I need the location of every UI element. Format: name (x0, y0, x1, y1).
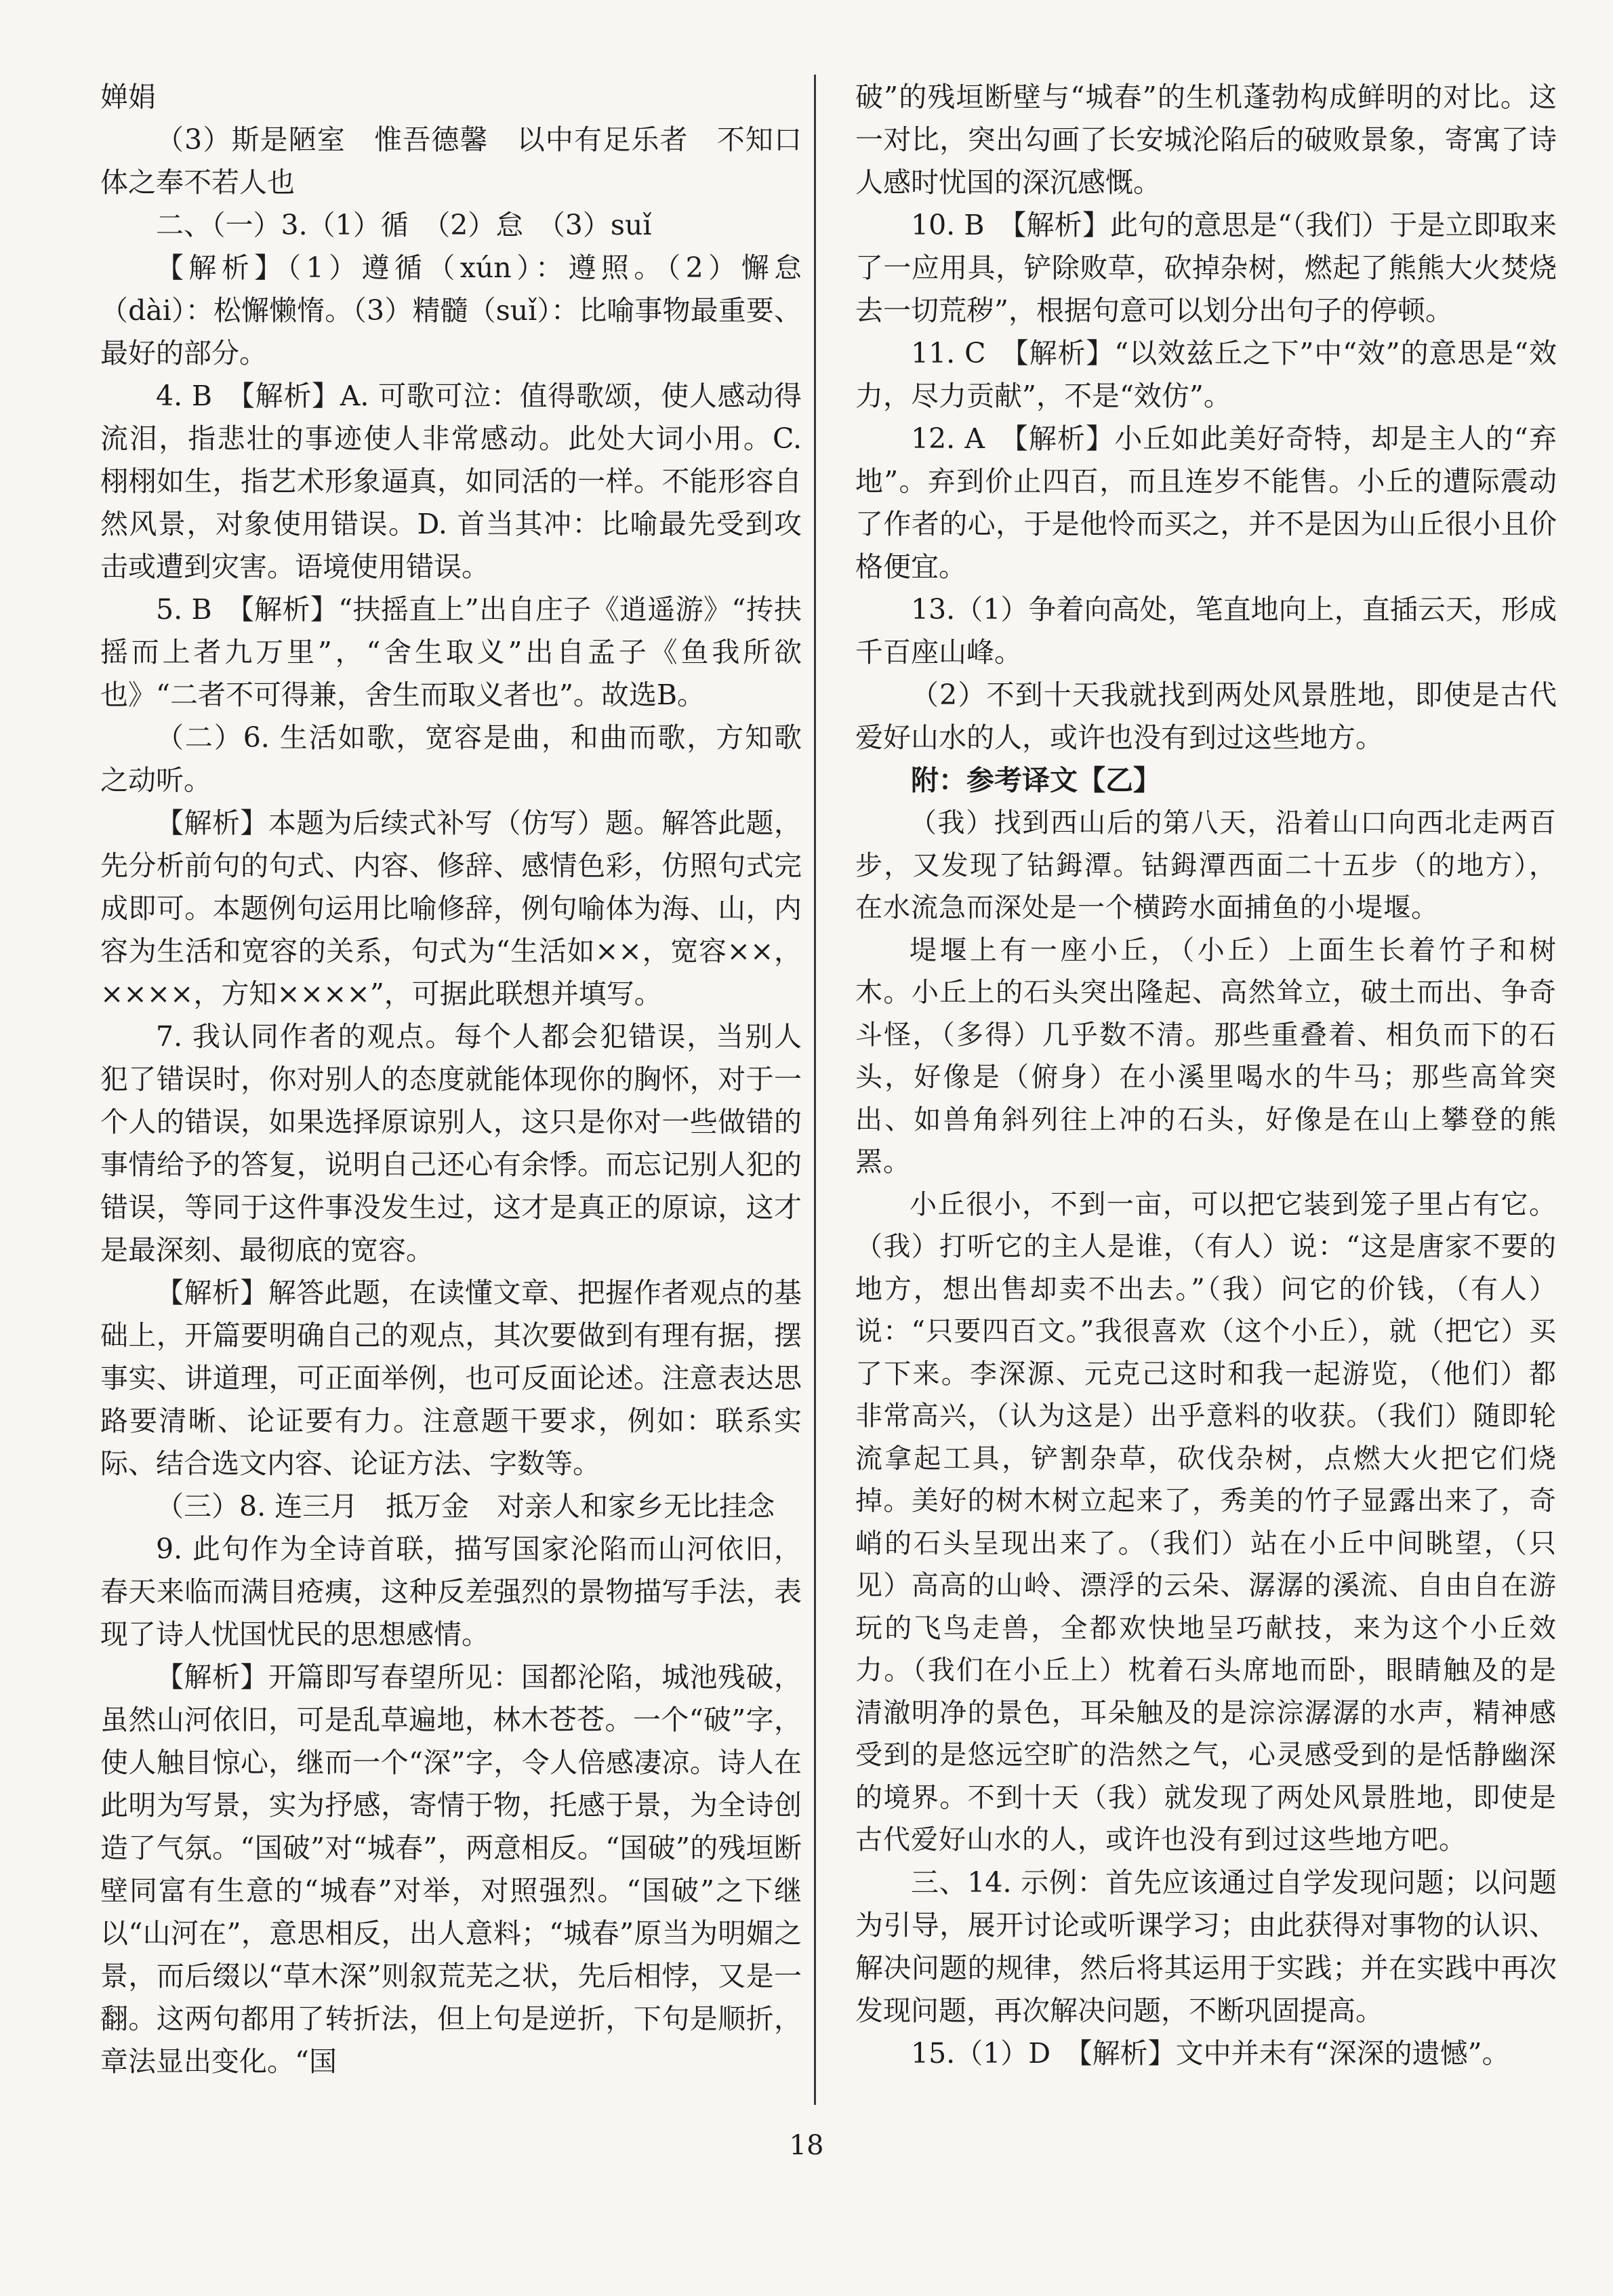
right-para-3: 11. C 【解析】“以效兹丘之下”中“效”的意思是“效力，尽力贡献”，不是“效仿”。 (855, 337, 1557, 412)
left-para-4: 【解析】（1）遵循（xún）：遵照。（2）懈怠（dài）：松懈懒惰。（3）精髓（suǐ）：比喻事物最重要、最好的部分。 (100, 251, 802, 369)
left-para-6: 5. B 【解析】“扶摇直上”出自庄子《逍遥游》“抟扶摇而上者九万里”，“舍生取义”出自孟子《鱼我所欲也》“二者不可得兼，舍生而取义者也”。故选B。 (100, 593, 802, 711)
right-para-8: 15.（1）D 【解析】文中并未有“深深的遗憾”。 (911, 2036, 1510, 2070)
left-para-10: 【解析】解答此题，在读懂文章、把握作者观点的基础上，开篇要明确自己的观点，其次要做到有理有据，摆事实、讲道理，可正面举例，也可反面论述。注意表达思路要清晰、论证要有力。注意题干要求，例如：联系实际、结合选文内容、论证方法、字数等。 (100, 1276, 802, 1480)
left-para-1: 婵娟 (100, 81, 156, 113)
left-para-3: 二、（一）3.（1）循 （2）怠 （3）suǐ (156, 209, 652, 241)
left-para-13: 【解析】开篇即写春望所见：国都沦陷，城池残破，虽然山河依旧，可是乱草遍地，林木苍苍。一个“破”字，使人触目惊心，继而一个“深”字，令人倍感凄凉。诗人在此明为写景，实为抒感，寄情于物，托感于景，为全诗创造了气氛。“国破”对“城春”，两意相反。“国破”的残垣断壁同富有生意的“城春”对举，对照强烈。“国破”之下继以“山河在”，意思相反，出人意料；“城春”原当为明媚之景，而后缀以“草木深”则叙荒芜之状，先后相悖，又是一翻。这两句都用了转折法，但上句是逆折，下句是顺折，章法显出变化。“国 (100, 1661, 802, 2078)
left-para-5: 4. B 【解析】A. 可歌可泣：值得歌颂，使人感动得流泪，指悲壮的事迹使人非常感动。此处大词小用。C. 栩栩如生，指艺术形象逼真，如同活的一样。不能形容自然风景，对象使用错误。D. 首当其冲：比喻最先受到攻击或遭到灾害。语境使用错误。 (100, 380, 802, 583)
left-para-11: （三）8. 连三月 抵万金 对亲人和家乡无比挂念 (156, 1490, 775, 1523)
right-para-4: 12. A 【解析】小丘如此美好奇特，却是主人的“弃地”。弃到价止四百，而且连岁不能售。小丘的遭际震动了作者的心，于是他怜而买之，并不是因为山丘很小且价格便宜。 (855, 422, 1557, 583)
right-para-2: 10. B 【解析】此句的意思是“（我们）于是立即取来了一应用具，铲除败草，砍掉杂树，燃起了熊熊大火焚烧去一切荒秽”，根据句意可以划分出句子的停顿。 (855, 209, 1557, 327)
left-para-9: 7. 我认同作者的观点。每个人都会犯错误，当别人犯了错误时，你对别人的态度就能体现你的胸怀，对于一个人的错误，如果选择原谅别人，这只是你对一些做错的事情给予的答复，说明自己还心有余悸。而忘记别人犯的错误，等同于这件事没发生过，这才是真正的原谅，这才是最深刻、最彻底的宽容。 (100, 1020, 802, 1266)
left-para-12: 9. 此句作为全诗首联，描写国家沦陷而山河依旧，春天来临而满目疮痍，这种反差强烈的景物描写手法，表现了诗人忧国忧民的思想感情。 (100, 1533, 802, 1651)
left-para-8: 【解析】本题为后续式补写（仿写）题。解答此题，先分析前句的句式、内容、修辞、感情色彩，仿照句式完成即可。本题例句运用比喻修辞，例句喻体为海、山，内容为生活和宽容的关系，句式为“生活如××，宽容××，××××，方知××××”，可据此联想并填写。 (100, 807, 802, 1010)
left-para-2: （3）斯是陋室 惟吾德馨 以中有足乐者 不知口体之奉不若人也 (100, 123, 802, 199)
right-column (855, 76, 1557, 2075)
appendix-title: 附：参考译文【乙】 (911, 764, 1161, 797)
translation-para-1: （我）找到西山后的第八天，沿着山口向西北走两百步，又发现了钴鉧潭。钴鉧潭西面二十五步（的地方），在水流急而深处是一个横跨水面捕鱼的小堤堰。 (855, 807, 1557, 923)
left-column (100, 76, 802, 2083)
right-para-1: 破”的残垣断壁与“城春”的生机蓬勃构成鲜明的对比。这一对比，突出勾画了长安城沦陷后的破败景象，寄寓了诗人感时忧国的深沉感慨。 (855, 81, 1557, 199)
left-para-7: （二）6. 生活如歌，宽容是曲，和曲而歌，方知歌之动听。 (100, 721, 802, 797)
column-divider (814, 75, 816, 2105)
right-para-6: （2）不到十天我就找到两处风景胜地，即使是古代爱好山水的人，或许也没有到过这些地方。 (855, 679, 1557, 754)
translation-para-2: 堤堰上有一座小丘，（小丘）上面生长着竹子和树木。小丘上的石头突出隆起、高然耸立，破土而出、争奇斗怪，（多得）几乎数不清。那些重叠着、相负而下的石头，好像是（俯身）在小溪里喝水的牛马；那些高耸突出、如兽角斜列往上冲的石头，好像是在山上攀登的熊罴。 (855, 934, 1557, 1177)
right-para-7: 三、14. 示例：首先应该通过自学发现问题；以问题为引导，展开讨论或听课学习；由此获得对事物的认识、解决问题的规律，然后将其运用于实践；并在实践中再次发现问题，再次解决问题，不断巩固提高。 (855, 1866, 1557, 2027)
page-number: 18 (789, 2130, 824, 2161)
translation-para-3: 小丘很小，不到一亩，可以把它装到笼子里占有它。（我）打听它的主人是谁，（有人）说：“这是唐家不要的地方，想出售却卖不出去。”（我）问它的价钱，（有人）说：“只要四百文。”我很喜欢（这个小丘），就（把它）买了下来。李深源、元克己这时和我一起游览，（他们）都非常高兴，（认为这是）出乎意料的收获。（我们）随即轮流拿起工具，铲割杂草，砍伐杂树，点燃大火把它们烧掉。美好的树木树立起来了，秀美的竹子显露出来了，奇峭的石头呈现出来了。（我们）站在小丘中间眺望，（只见）高高的山岭、漂浮的云朵、潺潺的溪流、自由自在游玩的飞鸟走兽，全都欢快地呈巧献技，来为这个小丘效力。（我们在小丘上）枕着石头席地而卧，眼睛触及的是清澈明净的景色，耳朵触及的是淙淙潺潺的水声，精神感受到的是悠远空旷的浩然之气，心灵感受到的是恬静幽深的境界。不到十天（我）就发现了两处风景胜地，即使是古代爱好山水的人，或许也没有到过这些地方吧。 (855, 1188, 1557, 1855)
right-para-5: 13.（1）争着向高处，笔直地向上，直插云天，形成千百座山峰。 (855, 593, 1557, 668)
